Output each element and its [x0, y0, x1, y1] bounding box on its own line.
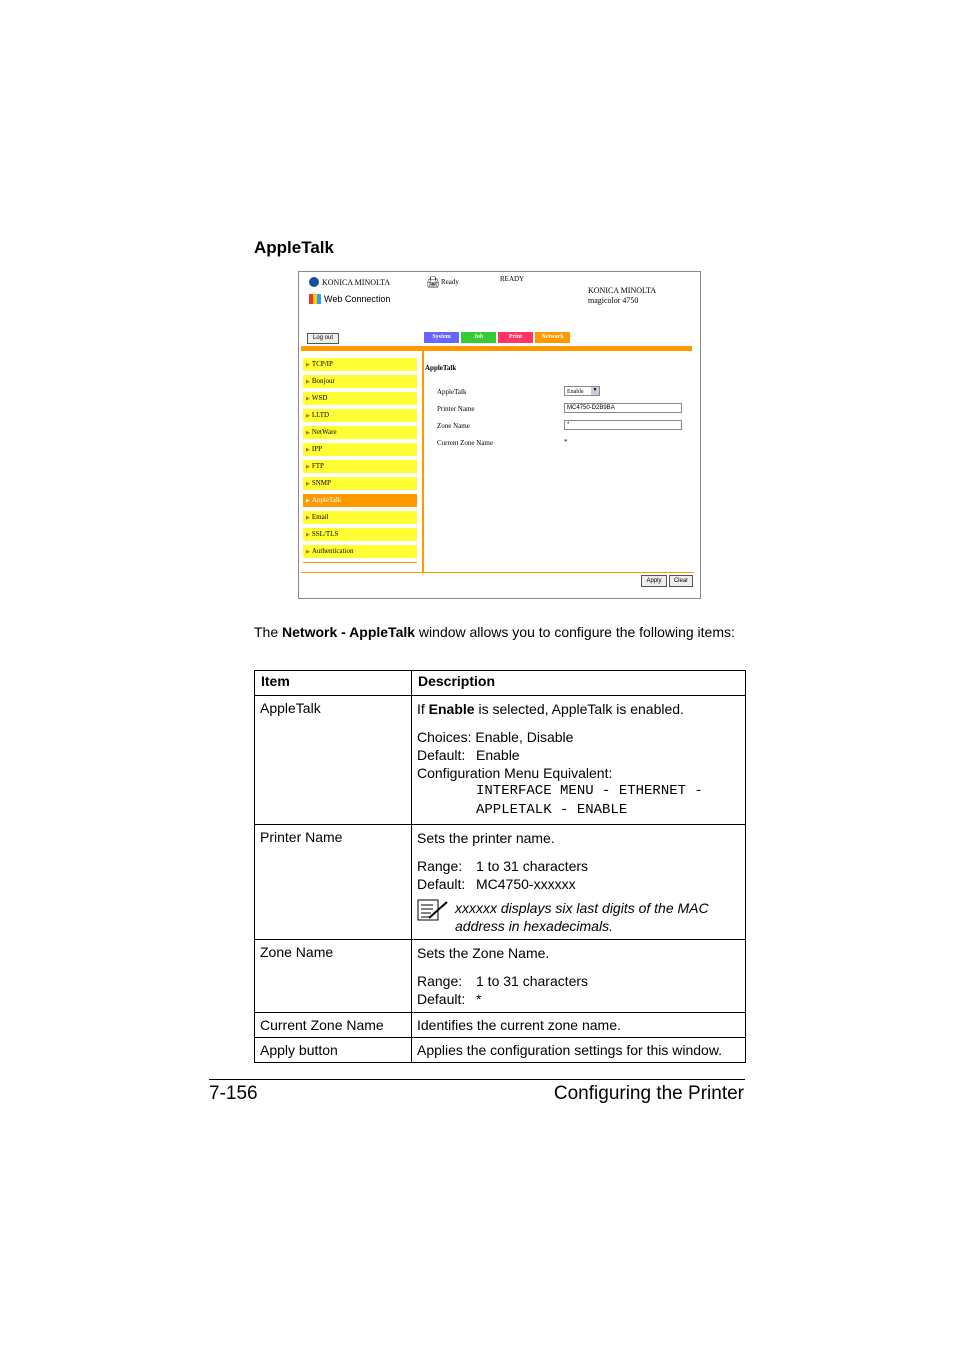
- arrow-right-icon: ▶: [306, 465, 310, 470]
- sidebar-item-label: LLTD: [311, 411, 330, 419]
- range-value: 1 to 31 characters: [476, 973, 589, 989]
- sidebar-item-lltd[interactable]: [303, 409, 417, 422]
- clear-button[interactable]: Clear: [669, 575, 693, 587]
- sidebar-item-label: Authentication: [311, 547, 354, 555]
- sidebar-item-label: WSD: [311, 394, 328, 402]
- intro-post: window allows you to configure the following items:: [415, 624, 735, 640]
- sidebar-item-label: TCP/IP: [311, 360, 333, 368]
- footer-divider: [301, 572, 694, 573]
- chevron-down-icon: ▼: [592, 388, 598, 393]
- range-key: Range:: [417, 858, 463, 874]
- apply-button[interactable]: Apply: [641, 575, 667, 587]
- printer-status-icon: 🖨: [426, 277, 440, 289]
- table-header-row: [255, 671, 746, 696]
- tab-job[interactable]: Job: [461, 332, 496, 343]
- header-description: Description: [412, 671, 746, 696]
- range-line: [417, 857, 740, 875]
- sidebar-item-wsd[interactable]: [303, 392, 417, 405]
- arrow-right-icon: ▶: [306, 533, 310, 538]
- intro-paragraph: [254, 623, 744, 641]
- appletalk-label: AppleTalk: [437, 388, 467, 396]
- sidebar-item-label: Email: [311, 513, 329, 521]
- row-item: Current Zone Name: [255, 1013, 412, 1038]
- arrow-right-icon: ▶: [306, 499, 310, 504]
- pagescope-logo-icon: [309, 294, 321, 304]
- arrow-right-icon: ▶: [306, 516, 310, 521]
- current-zone-value: *: [564, 438, 568, 446]
- row-item: Apply button: [255, 1038, 412, 1063]
- menu-path-line: INTERFACE MENU - ETHERNET -: [476, 783, 703, 799]
- tab-print[interactable]: Print: [498, 332, 533, 343]
- top-tabs: [424, 332, 570, 343]
- row-item: AppleTalk: [255, 696, 412, 825]
- sidebar-item-bonjour[interactable]: [303, 375, 417, 388]
- appletalk-select-value: Enable: [567, 389, 584, 395]
- zone-name-input[interactable]: *: [564, 420, 682, 430]
- menu-path-line: APPLETALK - ENABLE: [476, 802, 628, 818]
- table-row: [255, 1013, 746, 1038]
- footer-rule: [209, 1079, 745, 1080]
- arrow-right-icon: ▶: [306, 550, 310, 555]
- sidebar-divider: [303, 562, 417, 563]
- default-value: *: [476, 991, 482, 1007]
- sidebar-item-email[interactable]: [303, 511, 417, 524]
- default-line: [417, 746, 740, 764]
- range-line: [417, 972, 740, 990]
- note-text: xxxxxx displays six last digits of the MAC address in hexadecimals.: [455, 900, 709, 934]
- range-key: Range:: [417, 973, 463, 989]
- web-connection-screenshot: [298, 271, 701, 599]
- konica-minolta-logo-icon: [309, 277, 319, 287]
- tab-system[interactable]: System: [424, 332, 459, 343]
- text: If: [417, 701, 429, 717]
- desc-line: Sets the printer name.: [417, 830, 555, 846]
- sidebar-item-authentication[interactable]: [303, 545, 417, 558]
- sidebar-item-netware[interactable]: [303, 426, 417, 439]
- default-value: Enable: [476, 747, 520, 763]
- sidebar-item-label: FTP: [311, 462, 324, 470]
- printer-name-label: Printer Name: [437, 405, 475, 413]
- table-row: [255, 696, 746, 825]
- current-zone-label: Current Zone Name: [437, 439, 493, 447]
- chapter-title: Configuring the Printer: [553, 1083, 744, 1104]
- appletalk-select[interactable]: [564, 386, 600, 396]
- arrow-right-icon: ▶: [306, 431, 310, 436]
- sidebar-item-label: SNMP: [311, 479, 331, 487]
- row-item: Printer Name: [255, 825, 412, 940]
- maker-name: KONICA MINOLTA: [588, 286, 657, 295]
- default-value: MC4750-xxxxxx: [476, 876, 576, 892]
- menu-equivalent-label: Configuration Menu Equivalent:: [417, 765, 613, 781]
- arrow-right-icon: ▶: [306, 380, 310, 385]
- sidebar-item-label: NetWare: [311, 428, 337, 436]
- sidebar-item-snmp[interactable]: [303, 477, 417, 490]
- sidebar-item-tcp-ip[interactable]: [303, 358, 417, 371]
- product-name: Web Connection: [324, 294, 391, 304]
- panel-divider: [422, 351, 424, 572]
- sidebar-item-ipp[interactable]: [303, 443, 417, 456]
- sidebar-item-ssl-tls[interactable]: [303, 528, 417, 541]
- arrow-right-icon: ▶: [306, 414, 310, 419]
- sidebar-menu: [303, 358, 417, 562]
- row-item: Zone Name: [255, 940, 412, 1013]
- arrow-right-icon: ▶: [306, 397, 310, 402]
- header-item: Item: [255, 671, 412, 696]
- status-short: Ready: [441, 278, 459, 286]
- row-description: Applies the configuration settings for this window.: [412, 1038, 746, 1063]
- default-key: Default:: [417, 991, 466, 1007]
- sidebar-item-ftp[interactable]: [303, 460, 417, 473]
- desc-line: Sets the Zone Name.: [417, 945, 550, 961]
- sidebar-item-label: AppleTalk: [311, 496, 342, 504]
- row-description: [412, 696, 746, 825]
- desc-line: [417, 700, 740, 718]
- text-bold: Enable: [428, 701, 475, 717]
- panel-title: AppleTalk: [425, 364, 457, 372]
- table-row: [255, 940, 746, 1013]
- default-line: [417, 875, 740, 893]
- table-row: [255, 1038, 746, 1063]
- model-name: magicolor 4750: [588, 296, 639, 305]
- sidebar-item-label: IPP: [311, 445, 322, 453]
- default-key: Default:: [417, 876, 466, 892]
- section-heading: AppleTalk: [254, 238, 334, 257]
- arrow-right-icon: ▶: [306, 363, 310, 368]
- intro-pre: The: [254, 624, 283, 640]
- page-number: 7-156: [209, 1083, 258, 1104]
- intro-bold: Network - AppleTalk: [282, 624, 416, 640]
- arrow-right-icon: ▶: [306, 448, 310, 453]
- text: is selected, AppleTalk is enabled.: [474, 701, 684, 717]
- status-long: READY: [500, 275, 525, 283]
- note-icon: [417, 899, 449, 921]
- arrow-right-icon: ▶: [306, 482, 310, 487]
- zone-name-label: Zone Name: [437, 422, 470, 430]
- choices-line: Choices: Enable, Disable: [417, 729, 574, 745]
- default-key: Default:: [417, 747, 466, 763]
- sidebar-item-label: SSL/TLS: [311, 530, 339, 538]
- default-line: [417, 990, 740, 1008]
- row-description: [412, 940, 746, 1013]
- row-description: [412, 825, 746, 940]
- brand-logo: [309, 277, 390, 287]
- printer-model: [588, 286, 656, 306]
- printer-name-input[interactable]: MC4750-D2B9BA: [564, 403, 682, 413]
- table-row: [255, 825, 746, 940]
- row-description: Identifies the current zone name.: [412, 1013, 746, 1038]
- brand-name: KONICA MINOLTA: [322, 277, 391, 287]
- range-value: 1 to 31 characters: [476, 858, 589, 874]
- sidebar-item-label: Bonjour: [311, 377, 335, 385]
- note: [417, 899, 740, 935]
- logout-button[interactable]: Log out: [307, 333, 339, 344]
- header-divider: [301, 346, 692, 351]
- product-logo: [309, 294, 390, 304]
- sidebar-item-appletalk[interactable]: [303, 494, 417, 507]
- settings-table: [254, 670, 746, 1063]
- tab-network[interactable]: Network: [535, 332, 570, 343]
